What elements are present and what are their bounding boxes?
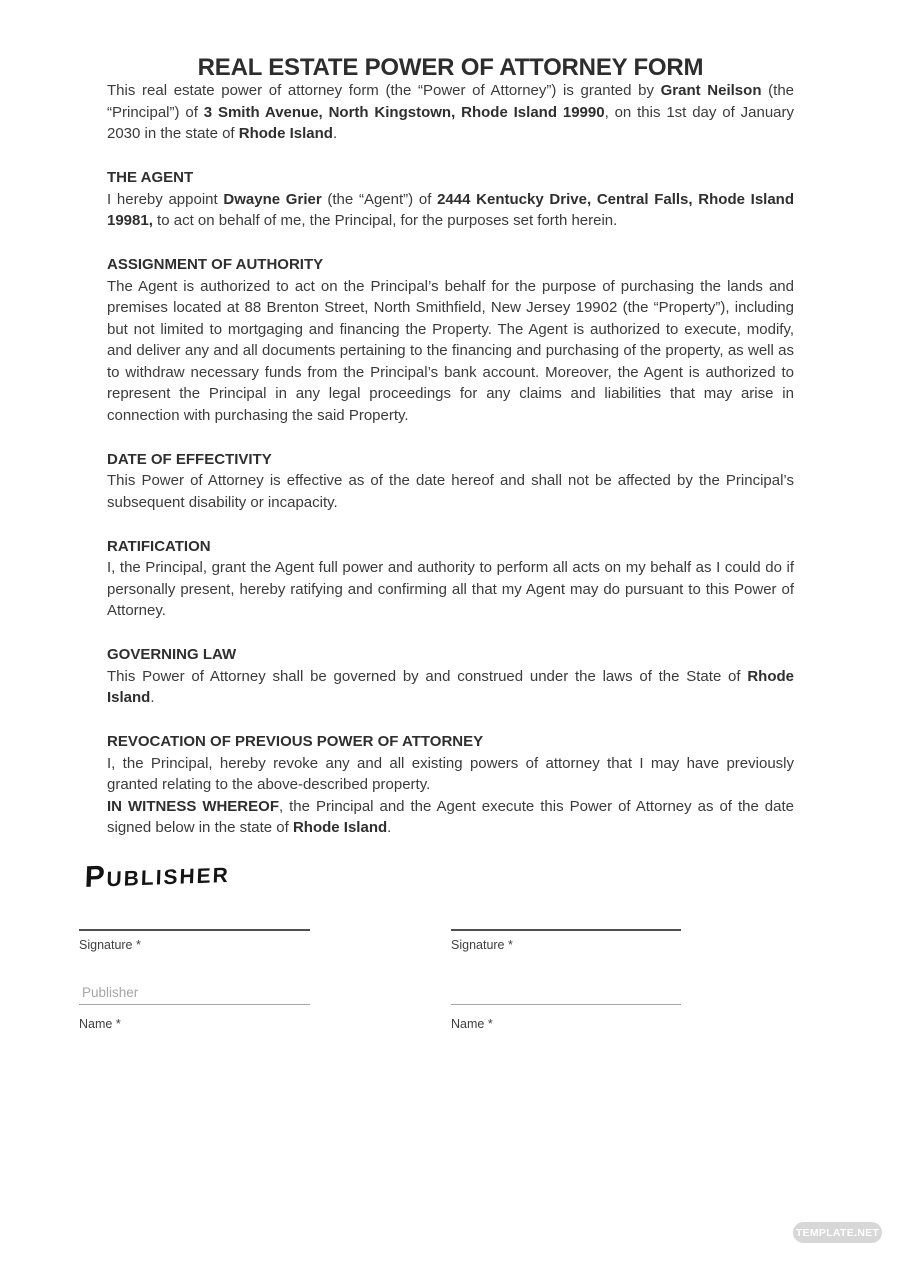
- section-heading: DATE OF EFFECTIVITY: [107, 450, 272, 468]
- template-net-watermark-badge: TEMPLATE.NET: [793, 1222, 882, 1243]
- agent-signature-column: [451, 929, 681, 1032]
- page-title: REAL ESTATE POWER OF ATTORNEY FORM: [197, 54, 704, 81]
- section-paragraph: This Power of Attorney is effective as of the date hereof and shall not be affected by the Principal’s subsequent disability or incapacity.: [107, 472, 794, 511]
- section-heading: GOVERNING LAW: [107, 646, 237, 663]
- name-label: Name *: [451, 1017, 493, 1031]
- signature-field-agent[interactable]: [451, 929, 681, 931]
- document-content: [107, 0, 794, 839]
- section-paragraph: This Power of Attorney shall be governed by and construed under the laws of the State of Rhode Island.: [107, 667, 794, 706]
- section-heading: RATIFICATION: [107, 537, 211, 555]
- section-governing-law: [107, 644, 794, 709]
- section-heading: ASSIGNMENT OF AUTHORITY: [107, 256, 324, 273]
- witness-paragraph: IN WITNESS WHEREOF, the Principal and the Agent execute this Power of Attorney as of the date signed below in the state of Rhode Island.: [107, 797, 794, 836]
- section-paragraph: I, the Principal, grant the Agent full power and authority to perform all acts on my behalf as I could do if personally present, hereby ratifying and confirming all that my Agent may do pursuant to this Power of Attorney.: [107, 559, 794, 619]
- principal-signature-column: [79, 929, 310, 1032]
- section-paragraph: I hereby appoint Dwayne Grier (the “Agent”) of 2444 Kentucky Drive, Central Falls, Rhode Island 19981, to act on behalf of me, the Principal, for the purposes set forth herein.: [107, 190, 795, 229]
- section-assignment-of-authority: [107, 254, 794, 426]
- name-input-agent[interactable]: [451, 983, 681, 1005]
- section-date-of-effectivity: [107, 449, 794, 514]
- intro-paragraph: This real estate power of attorney form (the “Power of Attorney”) is granted by Grant Neilson (the “Principal”) of 3 Smith Avenue, North Kingstown, Rhode Island 19990, on this 1st day of January 2030 in the state of Rhode Island.: [107, 82, 795, 142]
- section-paragraph: I, the Principal, hereby revoke any and all existing powers of attorney that I may have previously granted relating to the above-described property.: [107, 754, 794, 793]
- handwritten-signature[interactable]: Publisher: [84, 855, 231, 894]
- signature-label: Signature *: [79, 938, 141, 952]
- section-ratification: [107, 536, 794, 622]
- section-heading: REVOCATION OF PREVIOUS POWER OF ATTORNEY: [107, 733, 484, 750]
- section-revocation: [107, 731, 794, 796]
- name-label: Name *: [79, 1017, 121, 1031]
- signature-label: Signature *: [451, 938, 513, 952]
- section-the-agent: [107, 167, 794, 232]
- section-heading: THE AGENT: [107, 169, 194, 186]
- name-input-principal[interactable]: [79, 983, 310, 1005]
- signature-field-principal[interactable]: [79, 929, 310, 931]
- section-paragraph: The Agent is authorized to act on the Principal’s behalf for the purpose of purchasing the lands and premises located at 88 Brenton Street, North Smithfield, New Jersey 19902 (the “Property”), including but not limited to mortgaging and financing the Property. The Agent is authorized to execute, modify, and deliver any and all documents pertaining to the financing and purchasing of the property, as well as to withdraw necessary funds from the Principal’s bank account. Moreover, the Agent is authorized to represent the Principal in any legal proceedings for any claims and liabilities that may arise in connection with purchasing the said Property.: [107, 277, 794, 424]
